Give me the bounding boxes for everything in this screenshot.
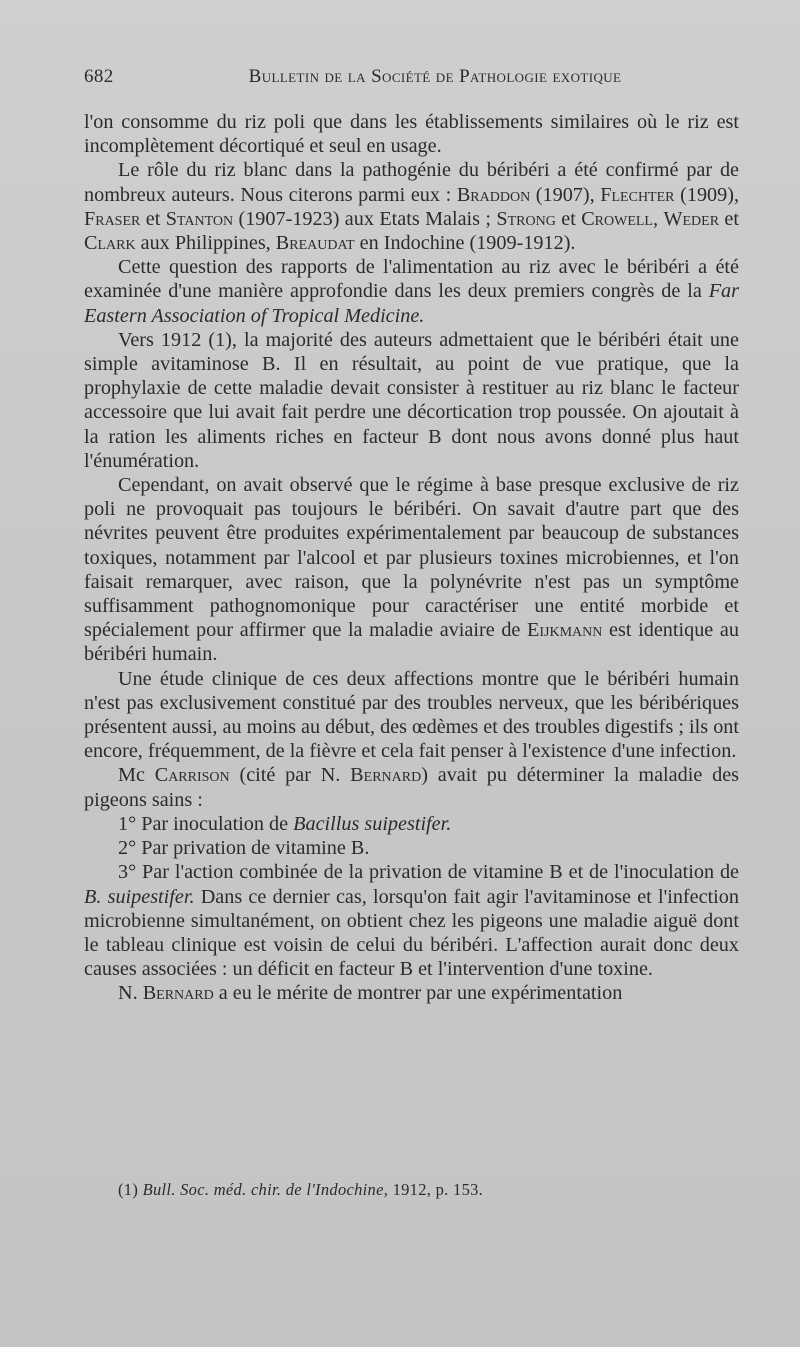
body-text [84,110,739,1006]
running-title: Bulletin de la Société de Pathologie exotique [248,66,622,87]
author-name: Bernard [142,982,214,1005]
page-header [84,66,736,88]
paragraph-10: 3° Par l'action combinée de la privation de vitamine B et de l'inoculation de B. suipestifer. Dans ce dernier cas, lorsqu'on fait agir l'avitaminose et l'infection microbienne simultanément, on obtient chez les pigeons une maladie aiguë dont le tableau clinique est voisin de celui du béribéri. L'affection aurait donc deux causes associées : un déficit en facteur B et l'intervention d'une toxine. [84,861,739,981]
species-name: Bacillus suipestifer. [293,812,452,835]
species-name: B. suipestifer. [84,885,195,908]
paragraph-3: Cette question des rapports de l'alimentation au riz avec le béribéri a été examinée d'une manière approfondie dans les deux premiers congrès de la Far Eastern Association of Tropical Medicine. [84,256,739,327]
author-name: Braddon [456,183,531,206]
page-number: 682 [84,66,114,87]
paragraph-7: Mc Carrison (cité par N. Bernard) avait pu déterminer la maladie des pigeons sains : [84,764,740,811]
author-name: Bernard [350,764,422,787]
paragraph-6: Une étude clinique de ces deux affections montre que le béribéri humain n'est pas exclusivement constitué par des troubles nerveux, que les béribériques présentent aussi, au moins au début, des œdèmes et des troubles digestifs ; ils ont encore, fréquemment, de la fièvre et cela fait penser à l'existence d'une infection. [84,667,739,763]
footnote [118,1180,738,1200]
footnote-marker: (1) [118,1180,143,1199]
paragraph-8: 1° Par inoculation de Bacillus suipestifer. [118,812,452,835]
author-name: Stanton [165,207,234,230]
author-name: Breaudat [275,232,355,255]
author-name: Eijkmann [527,619,603,642]
paragraph-5: Cependant, on avait observé que le régime à base presque exclusive de riz poli ne provoquait pas toujours le béribéri. On savait d'autre part que des névrites peuvent être produites expérimentalement par beaucoup de substances toxiques, notamment par l'alcool et par plusieurs toxines microbiennes, et l'on faisait remarquer, avec raison, que la polynévrite n'est pas un symptôme suffisamment pathognomonique pour caractériser une entité morbide et spécialement pour affirmer que la maladie aviaire de Eijkmann est identique au béribéri humain. [84,474,739,666]
author-name: Crowell [581,207,653,230]
author-name: Strong [496,207,556,230]
paragraph-1: l'on consomme du riz poli que dans les établissements similaires où le riz est incomplètement décortiqué et seul en usage. [84,111,739,158]
paragraph-2: Le rôle du riz blanc dans la pathogénie du béribéri a été confirmé par de nombreux auteurs. Nous citerons parmi eux : Braddon (1907), Flechter (1909), Fraser et Stanton (1907-1923) aux Etats Malais ; Strong et Crowell, Weder et Clark aux Philippines, Breaudat en Indochine (1909-1912). [84,159,739,255]
footnote-text: 1912, p. 153. [388,1180,484,1199]
paragraph-9: 2° Par privation de vitamine B. [118,837,370,860]
author-name: Carrison [154,764,230,787]
footnote-source: Bull. Soc. méd. chir. de l'Indochine, [142,1180,389,1199]
author-name: Clark [84,232,136,255]
author-name: Fraser [84,207,141,230]
paragraph-11: N. Bernard a eu le mérite de montrer par une expérimentation [118,982,623,1005]
author-name: Flechter [600,183,675,206]
author-name: Weder [663,207,720,230]
paragraph-4: Vers 1912 (1), la majorité des auteurs admettaient que le béribéri était une simple avitaminose B. Il en résultait, au point de vue pratique, que la prophylaxie de cette maladie devait consister à restituer au riz blanc le facteur accessoire que lui avait fait perdre une décortication trop poussée. On ajoutait à la ration les aliments riches en facteur B dont nous avons donné plus haut l'énumération. [84,328,739,472]
journal-title: Far Eastern Association of Tropical Medicine. [84,280,739,327]
